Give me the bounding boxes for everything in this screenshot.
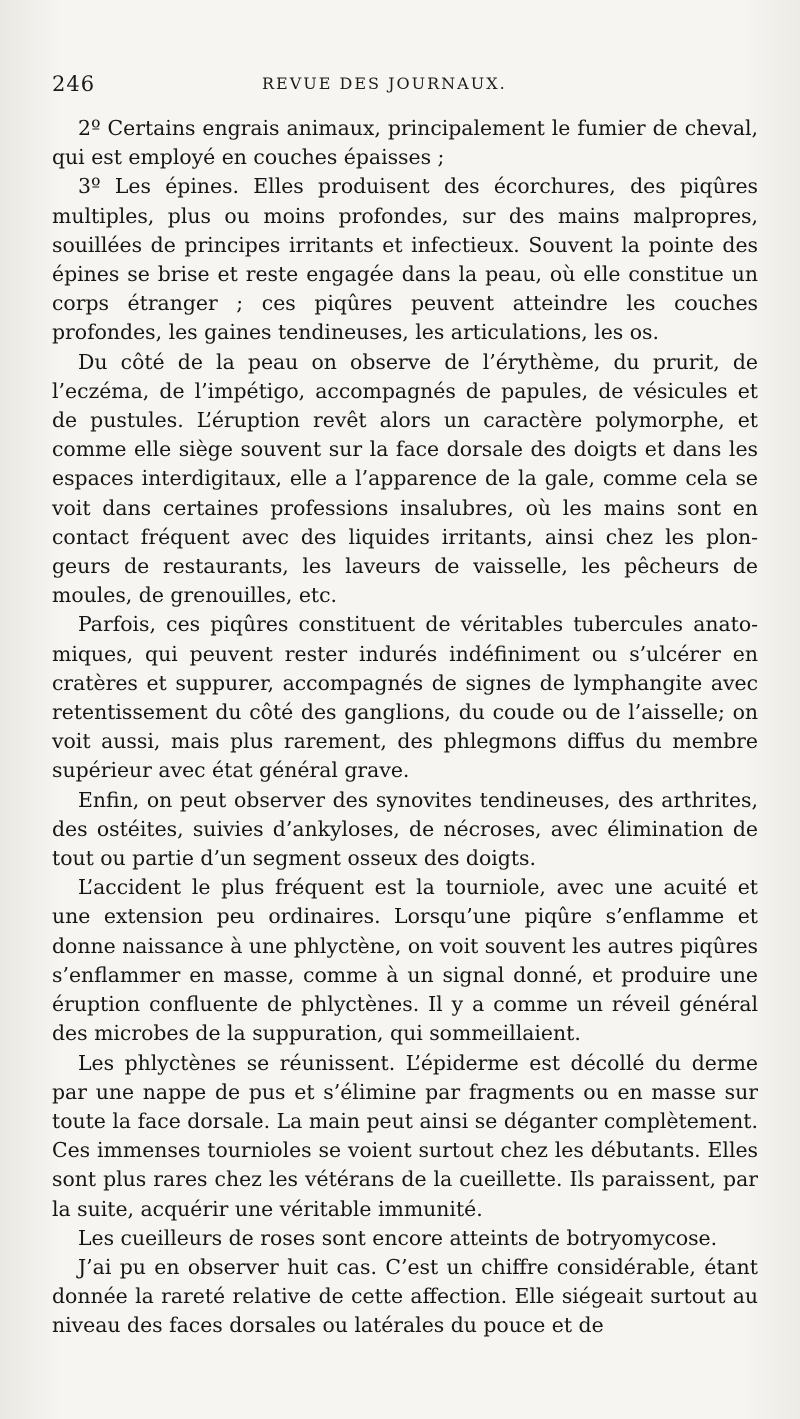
- paragraph: Parfois, ces piqûres constituent de véritables tubercules anatomiques, qui peuvent rester indurés indéfiniment ou s’ulcérer en cratères et suppurer, accompagnés de signes de lymphangite avec retentissement du côté des ganglions, du coude ou de l’aisselle; on voit aussi, mais plus rarement, des phlegmons diffus du membre supérieur avec état général grave.: [52, 612, 758, 783]
- page-header: [52, 72, 752, 102]
- paragraph: Les phlyctènes se réunissent. L’épiderme est décollé du derme par une nappe de pus et s’élimine par fragments ou en masse sur toute la face dorsale. La main peut ainsi se déganter complètement. Ces immenses tournioles se voient surtout chez les débutants. Elles sont plus rares chez les vétérans de la cueillette. Ils paraissent, par la suite, acquérir une véritable immunité.: [52, 1050, 758, 1221]
- paragraph: 3º Les épines. Elles produisent des écorchures, des piqûres multiples, plus ou moins profondes, sur des mains malpropres, souillées de principes irritants et infectieux. Souvent la pointe des épines se brise et reste engagée dans la peau, où elle constitue un corps étranger ; ces piqûres peuvent atteindre les couches profondes, les gaines tendineuses, les articulations, les os.: [52, 174, 758, 345]
- running-head: REVUE DES JOURNAUX.: [262, 74, 507, 93]
- paragraph: Du côté de la peau on observe de l’érythème, du prurit, de l’eczéma, de l’impétigo, accompagnés de papules, de vésicules et de pustules. L’éruption revêt alors un caractère polymorphe, et comme elle siège souvent sur la face dorsale des doigts et dans les espaces interdigitaux, elle a l’apparence de la gale, comme cela se voit dans certaines professions insalubres, où les mains sont en contact fréquent avec des liquides irritants, ainsi chez les plongeurs de restaurants, les laveurs de vaisselle, les pêcheurs de moules, de grenouilles, etc.: [52, 349, 758, 608]
- paragraph: 2º Certains engrais animaux, principalement le fumier de cheval, qui est employé en couches épaisses ;: [52, 116, 758, 170]
- paragraph: Enfin, on peut observer des synovites tendineuses, des arthrites, des ostéites, suivies d’ankyloses, de nécroses, avec élimination de tout ou partie d’un segment osseux des doigts.: [52, 787, 758, 871]
- body-text: [52, 114, 758, 1341]
- paragraph: Les cueilleurs de roses sont encore atteints de botryomycose.: [78, 1225, 718, 1250]
- page-number: 246: [52, 72, 96, 96]
- paragraph: L’accident le plus fréquent est la tourniole, avec une acuité et une extension peu ordinaires. Lorsqu’une piqûre s’enflamme et donne naissance à une phlyctène, on voit souvent les autres piqûres s’enflammer en masse, comme à un signal donné, et produire une éruption confluente de phlyctènes. Il y a comme un réveil général des microbes de la suppuration, qui sommeillaient.: [52, 875, 758, 1046]
- paragraph: J’ai pu en observer huit cas. C’est un chiffre considérable, étant donnée la rareté relative de cette affection. Elle siégeait surtout au niveau des faces dorsales ou latérales du pouce et de: [52, 1254, 758, 1338]
